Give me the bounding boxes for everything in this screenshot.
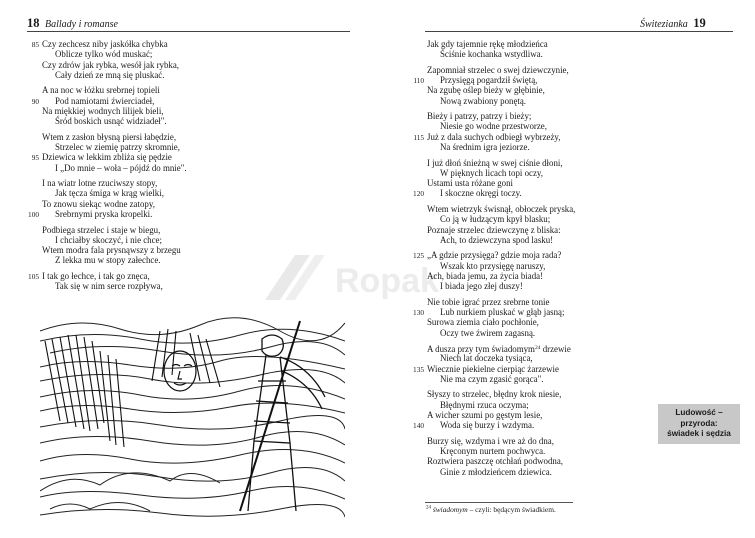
verse-text: Cały dzień ze mną się pluskać. (55, 69, 165, 80)
verse-line (427, 178, 575, 188)
verse-text: Już z dala suchych odbiegł wybrzeży, (427, 131, 561, 142)
right-page-number: 19 (693, 16, 706, 30)
verse-text: Tak się w nim serce rozpływa, (55, 281, 163, 292)
verse-text: Bieży i patrzy, patrzy i bieży; (427, 111, 532, 122)
right-running-title: Świtezianka (640, 19, 688, 30)
verse-text: Słyszy to strzelec, błędny krok niesie, (427, 389, 562, 400)
verse-line (42, 281, 187, 291)
verse-line (42, 163, 187, 173)
verse-line (427, 65, 575, 75)
verse-text: Dziewica w lekkim zbliża się pędzie (42, 152, 172, 163)
right-poem (413, 39, 576, 482)
footnote-marker: 24 (426, 505, 431, 511)
verse-text: Wtem modra fala prysnąwszy z brzegu (42, 245, 181, 256)
verse-line (42, 85, 187, 95)
verse-line (427, 111, 575, 121)
verse-line (42, 142, 187, 152)
verse-line (42, 106, 187, 116)
footnote-ref: 24 (534, 345, 541, 352)
stanza (28, 270, 187, 292)
verse-text: Kręconym nurtem pochwyca. (440, 446, 546, 457)
stanza (413, 296, 575, 338)
line-number: 110 (413, 76, 424, 86)
left-header-rule (27, 31, 350, 32)
verse-line (31, 95, 187, 106)
verse-text: A wicher szumi po gęstym lesie, (427, 410, 543, 420)
stanza (413, 157, 575, 199)
verse-text: I „Do mnie – woła – pójdź do mnie". (55, 162, 187, 173)
verse-line (427, 39, 575, 49)
margin-note-line: przyroda: (680, 418, 718, 428)
footnote (426, 505, 556, 514)
verse-text: Burzy się, wzdyma i wre aż do dna, (427, 435, 554, 446)
verse-line (31, 39, 187, 49)
verse-line (427, 49, 575, 59)
verse-text: Na średnim igra jeziorze. (440, 142, 530, 153)
verse-line (427, 446, 575, 456)
verse-text: Przysięgą pogardził świętą, (440, 75, 538, 86)
verse-line (42, 255, 187, 265)
illustration-image (40, 311, 345, 524)
verse-text: Srebrnymi pryska kropelki. (55, 209, 153, 220)
margin-note-line: świadek i sędzia (667, 429, 731, 439)
verse-text: I już dłoń śnieżną w swej ciśnie dłoni, (427, 157, 563, 168)
verse-line (427, 317, 575, 327)
left-header (27, 16, 118, 31)
verse-line (42, 116, 187, 126)
verse-text: W pięknych licach topi oczy, (440, 167, 544, 178)
watermark-text: Ropak (335, 262, 439, 300)
verse-text: Niesie go wodne przestworze, (440, 121, 547, 132)
verse-line (427, 281, 575, 291)
right-header (640, 16, 706, 31)
line-number: 140 (413, 421, 424, 431)
verse-text: Oblicze tylko wód muskać; (55, 49, 153, 60)
verse-text: Zapomniał strzelec o swej dziewczynie, (427, 64, 569, 75)
verse-line (427, 374, 575, 384)
line-number: 90 (31, 96, 39, 106)
verse-line (427, 168, 575, 178)
verse-line (427, 235, 575, 245)
verse-text: Niech lat doczeka tysiąca, (440, 353, 533, 364)
right-header-rule (425, 31, 733, 32)
stanza (31, 131, 187, 173)
verse-text: Nie ma czym zgasić gorąca". (440, 373, 544, 384)
verse-line (427, 225, 575, 235)
verse-text: I chciałby skoczyć, i nie chce; (55, 234, 162, 245)
verse-text: I biada jego złej duszy! (440, 281, 523, 292)
verse-text: Co ją w łudzącym kрył blasku; (440, 214, 551, 225)
verse-text: Jak tęcza śmiga w krąg wielki, (55, 188, 164, 199)
verse-text: Ach, biada jemu, za życia biada! (427, 270, 544, 281)
verse-text: Wtem z zasłon błysną piersi łabędzie, (42, 131, 177, 142)
line-number: 105 (28, 271, 39, 281)
stanza (427, 204, 575, 245)
verse-line (413, 363, 575, 374)
verse-line (42, 49, 187, 59)
margin-note-line: Ludowość – (675, 408, 723, 418)
stanza (413, 64, 575, 106)
verse-text: Surowa ziemia ciało pochłonie, (427, 317, 539, 328)
line-number: 85 (31, 40, 39, 49)
verse-text: Nie tobie igrać przez srebrne tonie (427, 296, 550, 307)
verse-line (427, 328, 575, 338)
left-poem (28, 39, 187, 297)
verse-text: „A gdzie przysięga? gdzie moja rada? (427, 250, 562, 261)
verse-text: Na zgubę oślep bieży w głębinie, (427, 85, 545, 96)
verse-text-tail: drzewie (540, 344, 571, 355)
stanza (413, 389, 575, 431)
verse-line (427, 456, 575, 466)
verse-text: Z lekka mu w stopy załechce. (55, 255, 161, 266)
stanza (28, 178, 187, 220)
verse-line (413, 131, 575, 142)
verse-text: I na wiatr lotne rzuciwszy stopy, (42, 178, 158, 189)
verse-line (427, 261, 575, 271)
verse-text: Strzelec w ziemię patrzy skromnie, (55, 142, 180, 153)
line-number: 135 (413, 364, 424, 374)
verse-line (427, 271, 575, 281)
verse-text: Woda się burzy i wzdyma. (440, 420, 535, 431)
verse-line (413, 188, 575, 199)
verse-line (427, 204, 575, 214)
stanza (31, 39, 187, 80)
verse-line (427, 467, 575, 477)
stanza (413, 250, 575, 292)
verse-line (42, 199, 187, 209)
footnote-term: świadomym (432, 505, 468, 514)
stanza (42, 225, 187, 266)
verse-text: Wtem wietrzyk świsnął, obłoczek pryska, (427, 203, 576, 214)
verse-line (42, 235, 187, 245)
left-page-number: 18 (27, 16, 40, 30)
verse-line (427, 400, 575, 410)
verse-text: To znowu siekąc wodne zatopy, (42, 198, 155, 209)
verse-text: A dusza przy tym świadomym (427, 344, 535, 355)
line-number: 115 (413, 132, 424, 142)
verse-text: Czy zechcesz niby jaskółka chybka (42, 39, 168, 49)
stanza (427, 39, 575, 60)
verse-text: I tak go łechce, i tak go znęca, (42, 270, 150, 281)
verse-text: Ach, to dziewczyna spod lasku! (440, 234, 554, 245)
verse-line (427, 343, 575, 353)
verse-text: Oczy twe źwirem zagasną. (440, 327, 536, 338)
verse-text: Ustami usta różane goni (427, 178, 514, 189)
verse-line (42, 225, 187, 235)
verse-text: A na noc w łóżku srebrnej topieli (42, 85, 160, 96)
verse-text: Lub nurkiem pluskać w głąb jasną; (440, 306, 565, 317)
verse-line (427, 142, 575, 152)
verse-text: Czy zdrów jak rybka, wesół jak rybka, (42, 59, 180, 70)
verse-line (31, 152, 187, 163)
verse-text: Nową zwabiony ponętą. (440, 95, 527, 106)
line-number: 95 (31, 153, 39, 163)
verse-text: Poznaje strzelec dziewczynę z bliska: (427, 224, 561, 235)
verse-line (427, 96, 575, 106)
verse-line (42, 60, 187, 70)
line-number: 130 (413, 307, 424, 317)
verse-line (28, 209, 187, 220)
verse-line (413, 306, 575, 317)
verse-text: Pod namiotami źwierciadeł, (55, 95, 155, 106)
verse-line (42, 245, 187, 255)
line-number: 100 (28, 210, 39, 220)
verse-text: I skoczne okręgi toczy. (440, 188, 522, 199)
verse-line (427, 85, 575, 95)
verse-line (42, 70, 187, 80)
verse-line (42, 188, 187, 198)
right-page (378, 0, 755, 538)
verse-text: Podbiega strzelec i staje w biegu, (42, 224, 161, 235)
verse-line (427, 297, 575, 307)
verse-line (28, 270, 187, 281)
verse-line (413, 250, 575, 261)
footnote-text: – czyli: będącym świadkiem. (467, 505, 556, 514)
stanza (413, 343, 575, 384)
verse-text: Błędnymi rzuca oczyma; (440, 399, 529, 410)
verse-line (427, 121, 575, 131)
verse-line (427, 410, 575, 420)
verse-line (427, 436, 575, 446)
verse-line (427, 353, 575, 363)
verse-text: Roztwiera paszczę otchłań podwodna, (427, 456, 564, 467)
verse-line (42, 178, 187, 188)
verse-text: Wszak kto przysięgę naruszy, (440, 260, 546, 271)
verse-text: Jak gdy tajemnie rękę młodzieńca (427, 39, 548, 49)
margin-note-box (658, 404, 740, 444)
verse-line (413, 420, 575, 431)
verse-line (427, 389, 575, 399)
stanza (427, 436, 575, 477)
verse-text: Wiecznie piekielne cierpiąc żarzewie (427, 363, 559, 374)
verse-line (413, 75, 575, 86)
verse-text: Ginie z młodzieńcem dziewica. (440, 466, 552, 477)
line-number: 125 (413, 251, 424, 261)
verse-text: Śród boskich usnąć widziadeł". (55, 116, 167, 127)
footnote-rule (425, 502, 573, 503)
left-running-title: Ballady i romanse (45, 19, 118, 30)
verse-line (42, 132, 187, 142)
stanza (413, 111, 575, 153)
verse-text: Na miękkiej wodnych lilijek bieli, (42, 105, 164, 116)
stanza (31, 85, 187, 127)
line-number: 120 (413, 189, 424, 199)
verse-line (427, 158, 575, 168)
verse-line (427, 214, 575, 224)
verse-text: Ściśnie kochanka wstydliwa. (440, 49, 543, 60)
